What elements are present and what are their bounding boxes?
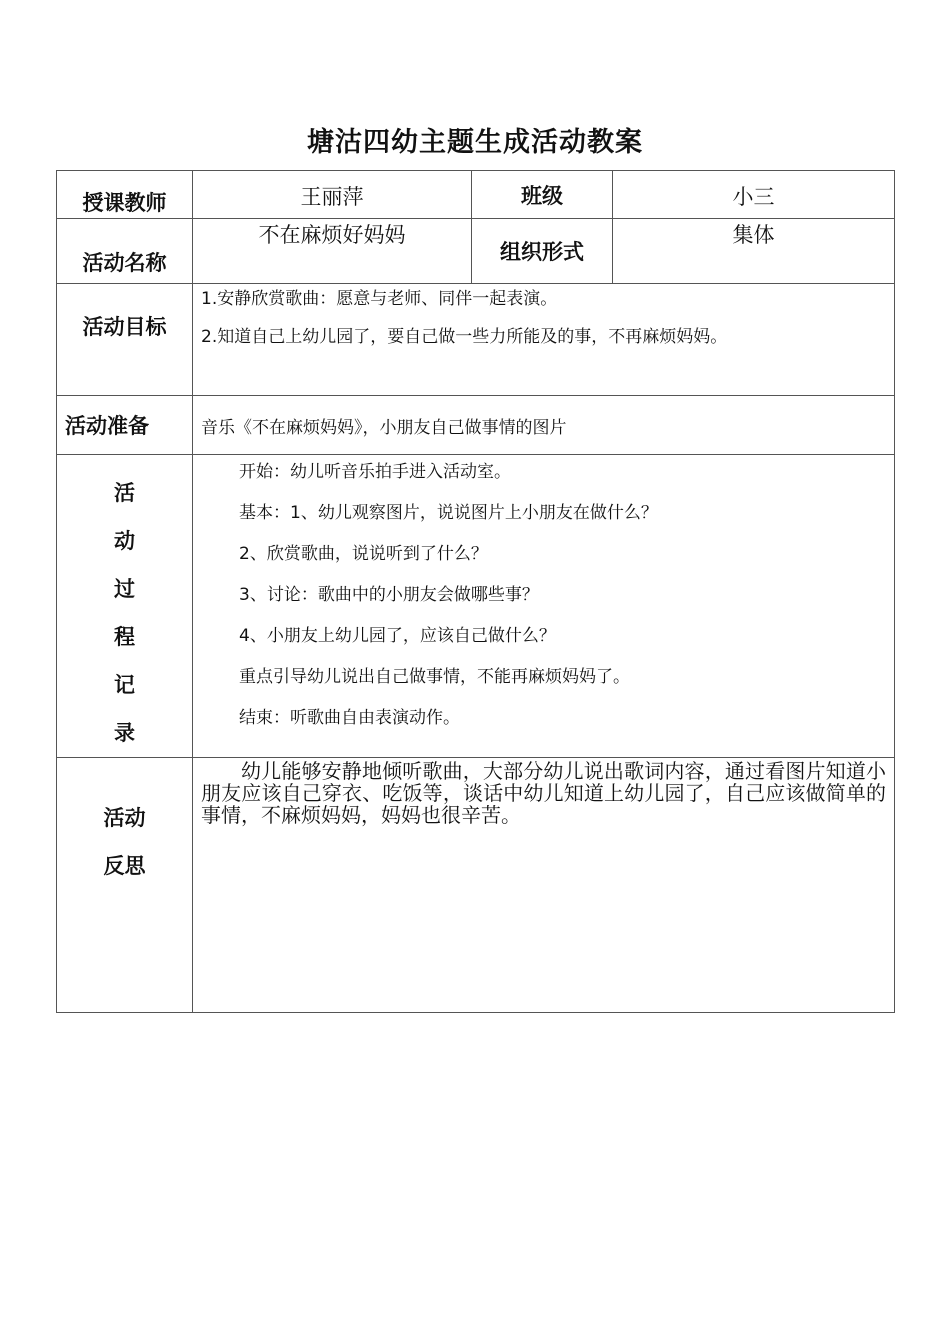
lesson-plan-table — [56, 170, 895, 1013]
reflection-label-line: 活动 — [103, 806, 146, 830]
process-line: 开始：幼儿听音乐拍手进入活动室。 — [239, 462, 511, 482]
prep-label: 活动准备 — [65, 414, 149, 438]
activity-name-row — [57, 219, 895, 284]
teacher-value: 王丽萍 — [300, 185, 364, 209]
goal-item: 1.安静欣赏歌曲：愿意与老师、同伴一起表演。 — [201, 289, 558, 309]
activity-name-value-cell — [193, 219, 472, 284]
process-row — [57, 455, 895, 758]
activity-name-label: 活动名称 — [82, 251, 167, 275]
teacher-label: 授课教师 — [82, 191, 167, 215]
process-label-char: 活 — [114, 481, 135, 505]
form-value-cell — [613, 219, 895, 284]
prep-value: 音乐《不在麻烦妈妈》，小朋友自己做事情的图片 — [201, 417, 567, 438]
process-cell — [193, 455, 895, 758]
goals-cell — [193, 284, 895, 396]
teacher-value-cell — [193, 171, 472, 219]
class-label-cell — [472, 171, 613, 219]
form-label: 组织形式 — [500, 240, 584, 264]
process-label-char: 记 — [114, 673, 135, 697]
process-line: 基本：1、幼儿观察图片，说说图片上小朋友在做什么？ — [239, 503, 658, 523]
teacher-label-cell — [57, 171, 193, 219]
form-value: 集体 — [732, 223, 775, 247]
activity-name-label-cell — [57, 219, 193, 284]
goal-item: 2.知道自己上幼儿园了，要自己做一些力所能及的事，不再麻烦妈妈。 — [201, 327, 728, 347]
reflection-row — [57, 758, 895, 1013]
class-value-cell — [613, 171, 895, 219]
prep-value-cell — [193, 396, 895, 455]
reflection-label-line: 反思 — [103, 854, 146, 878]
process-label-char: 过 — [114, 577, 135, 601]
reflection-value: 幼儿能够安静地倾听歌曲，大部分幼儿说出歌词内容，通过看图片知道小朋友应该自己穿衣、吃饭等，谈话中幼儿知道上幼儿园了，自己应该做简单的事情，不麻烦妈妈，妈妈也很辛苦。 — [201, 759, 886, 827]
prep-label-cell — [57, 396, 193, 455]
class-value: 小三 — [732, 185, 775, 209]
reflection-label-cell — [57, 758, 193, 1013]
process-line: 3、讨论：歌曲中的小朋友会做哪些事？ — [239, 585, 539, 605]
activity-name-value: 不在麻烦好妈妈 — [258, 223, 406, 247]
reflection-cell — [193, 758, 895, 1013]
teacher-row — [57, 171, 895, 219]
process-label-char: 录 — [114, 721, 135, 745]
prep-row — [57, 396, 895, 455]
process-label-cell — [57, 455, 193, 758]
form-label-cell — [472, 219, 613, 284]
process-label-char: 程 — [114, 625, 135, 649]
process-line: 结束：听歌曲自由表演动作。 — [239, 708, 460, 728]
process-line: 重点引导幼儿说出自己做事情，不能再麻烦妈妈了。 — [239, 667, 630, 687]
goals-label-cell — [57, 284, 193, 396]
process-label-char: 动 — [114, 529, 135, 553]
page-title: 塘沽四幼主题生成活动教案 — [307, 127, 643, 158]
process-line: 2、欣赏歌曲，说说听到了什么？ — [239, 544, 488, 564]
goals-row — [57, 284, 895, 396]
class-label: 班级 — [521, 183, 563, 208]
goals-label: 活动目标 — [82, 315, 167, 339]
process-line: 4、小朋友上幼儿园了，应该自己做什么？ — [239, 626, 556, 646]
